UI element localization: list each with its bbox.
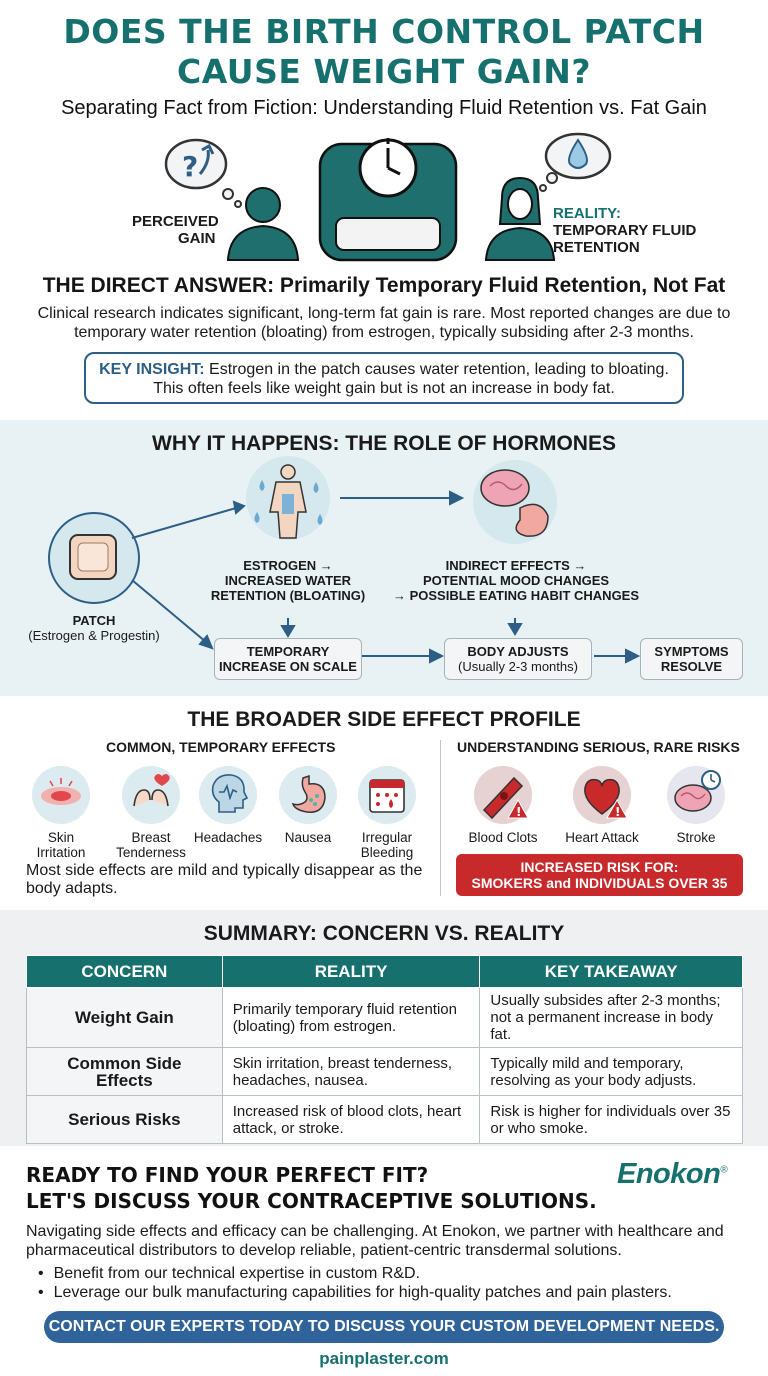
headache-icon [199, 766, 257, 824]
enokon-logo: Enokon® [617, 1158, 728, 1190]
heart-icon [573, 766, 631, 824]
table-row: Weight Gain Primarily temporary fluid retention (bloating) from estrogen. Usually subsides after 2-3 months; not a permanent increase in body fat. [27, 988, 743, 1048]
indirect-effects-label: INDIRECT EFFECTS → POTENTIAL MOOD CHANGES → POSSIBLE EATING HABIT CHANGES [392, 558, 640, 603]
hero-illustration [160, 132, 620, 262]
risk-blood-clots: ! Blood Clots [462, 766, 544, 845]
table-header: REALITY [222, 956, 480, 988]
table-header: CONCERN [27, 956, 223, 988]
svg-text:!: ! [516, 805, 522, 819]
summary-table [26, 955, 743, 1144]
body-adjusts-box: BODY ADJUSTS (Usually 2-3 months) [444, 638, 592, 680]
risk-stroke: Stroke [655, 766, 737, 845]
common-effects-heading: COMMON, TEMPORARY EFFECTS [106, 739, 336, 755]
list-item: • Benefit from our technical expertise in custom R&D. [38, 1264, 748, 1283]
footer-bullets [38, 1264, 748, 1302]
estrogen-label: ESTROGEN → INCREASED WATER RETENTION (BLOATING) [210, 558, 366, 603]
svg-text:?: ? [182, 150, 199, 183]
brain-clock-icon [667, 766, 725, 824]
effect-headaches: Headaches [188, 766, 268, 845]
effect-nausea: Nausea [268, 766, 348, 845]
side-effects-note: Most side effects are mild and typically disappear as the body adapts. [26, 862, 423, 897]
effect-skin-irritation: Skin Irritation [21, 766, 101, 860]
footer-paragraph: Navigating side effects and efficacy can be challenging. At Enokon, we partner with healthcare and pharmaceutical distributors to develop reliable, patient-centric transdermal solutions. [26, 1223, 724, 1259]
risk-heart-attack: ! Heart Attack [558, 766, 646, 845]
svg-text:!: ! [615, 805, 621, 819]
cta-heading: READY TO FIND YOUR PERFECT FIT? LET'S DISCUSS YOUR CONTRACEPTIVE SOLUTIONS. [26, 1163, 597, 1213]
effect-breast-tenderness: Breast Tenderness [111, 766, 191, 860]
page-title: DOES THE BIRTH CONTROL PATCH CAUSE WEIGHT GAIN? [63, 12, 705, 91]
skin-irritation-icon [32, 766, 90, 824]
table-row: Serious Risks Increased risk of blood clots, heart attack, or stroke. Risk is higher for individuals over 35 or who smoke. [27, 1096, 743, 1144]
table-header: KEY TAKEAWAY [480, 956, 743, 988]
water-drop-thought-icon [540, 134, 610, 191]
summary-title: SUMMARY: CONCERN VS. REALITY [203, 922, 565, 945]
question-thought-icon [166, 140, 241, 207]
breast-tenderness-icon [122, 766, 180, 824]
bathroom-scale-icon [320, 138, 456, 260]
effect-irregular-bleeding: Irregular Bleeding [347, 766, 427, 860]
key-insight-box: KEY INSIGHT: Estrogen in the patch causes water retention, leading to bloating. This often feels like weight gain but is not an increase in body fat. [84, 352, 684, 404]
increased-risk-box: INCREASED RISK FOR: SMOKERS and INDIVIDUALS OVER 35 [456, 854, 743, 896]
page-subtitle: Separating Fact from Fiction: Understanding Fluid Retention vs. Fat Gain [61, 97, 707, 119]
symptoms-resolve-box: SYMPTOMS RESOLVE [640, 638, 743, 680]
website-link[interactable]: painplaster.com [319, 1349, 449, 1368]
perceived-gain-label: PERCEIVED GAIN [132, 213, 219, 247]
side-effects-title: THE BROADER SIDE EFFECT PROFILE [187, 708, 581, 731]
reality-label: REALITY: TEMPORARY FLUID RETENTION [553, 205, 697, 256]
body-water-drops-icon [246, 456, 330, 540]
direct-answer-title: THE DIRECT ANSWER: Primarily Temporary Fluid Retention, Not Fat [42, 274, 726, 297]
temporary-increase-box: TEMPORARY INCREASE ON SCALE [214, 638, 362, 680]
blood-clot-icon [474, 766, 532, 824]
stomach-icon [279, 766, 337, 824]
contact-experts-button[interactable]: CONTACT OUR EXPERTS TODAY TO DISCUSS YOUR CUSTOM DEVELOPMENT NEEDS. [44, 1311, 724, 1343]
patch-label: PATCH (Estrogen & Progestin) [28, 613, 160, 643]
list-item: • Leverage our bulk manufacturing capabilities for high-quality patches and pain plasters. [38, 1283, 748, 1302]
calendar-icon [358, 766, 416, 824]
brain-stomach-icon [473, 460, 557, 544]
direct-answer-text: Clinical research indicates significant, long-term fat gain is rare. Most reported changes are due to temporary water retention (bloating) from estrogen, typically subsiding after 2-3 months. [37, 305, 731, 341]
patch-icon [49, 513, 139, 603]
key-insight-label: KEY INSIGHT: [99, 361, 205, 378]
table-row: Common Side Effects Skin irritation, breast tenderness, headaches, nausea. Typically mild and temporary, resolving as your body adjusts. [27, 1048, 743, 1096]
hormones-title: WHY IT HAPPENS: THE ROLE OF HORMONES [152, 432, 616, 455]
man-person-icon [228, 188, 298, 260]
serious-risks-heading: UNDERSTANDING SERIOUS, RARE RISKS [457, 739, 740, 755]
